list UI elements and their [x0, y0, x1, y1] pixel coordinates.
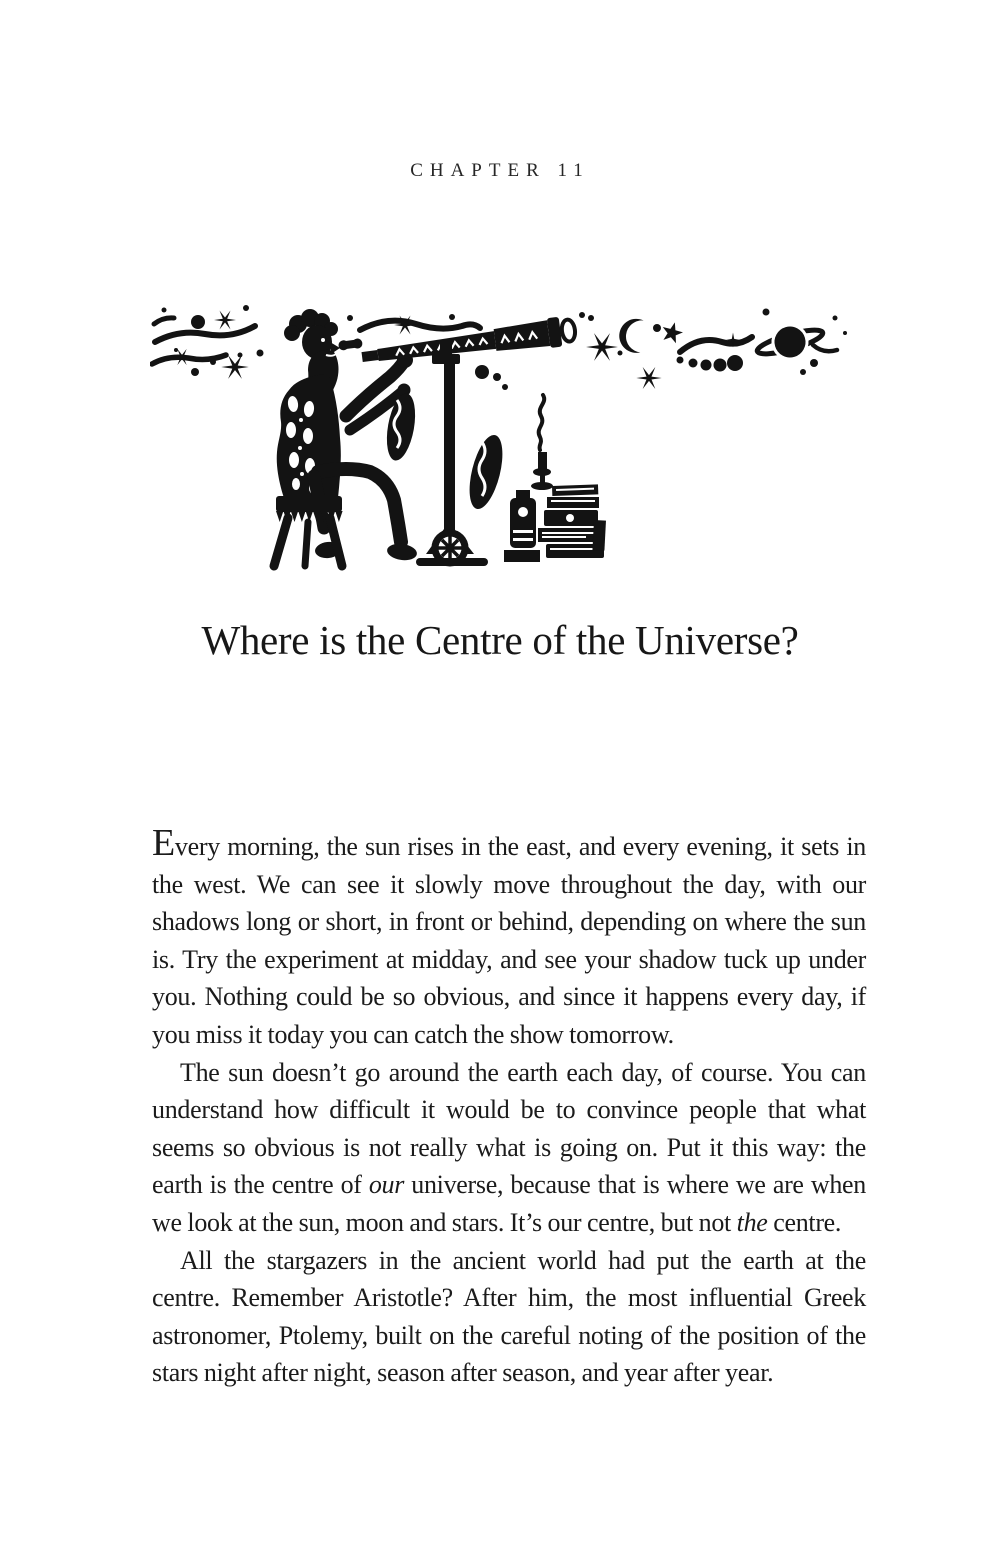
text-segment: very morning, the sun rises in the east, and every evening, it sets in the west. We can see it slowly move throughout the day, with our shadows long or short, in front or behind, depending on where the sun is. Try the experiment at midday, and see your shadow tuck up under you. Nothing could be so obvious, and since it happens every day, if you miss it today you can catch the show tomorrow. [152, 832, 866, 1049]
paragraph-3 [152, 1242, 866, 1392]
chapter-label: CHAPTER 11 [410, 160, 590, 181]
telescope-counterweight [338, 338, 363, 351]
cloud-squiggle [154, 318, 174, 324]
star-icon [221, 355, 249, 379]
star-icon [660, 320, 685, 345]
text-segment: The sun doesn’t go around the earth each day, of course. You can understand how difficult it would be to convince people that what seems so obvious is not really what is going on. Put it this way: the earth is the centre of [152, 1057, 866, 1200]
initial-capital: E [152, 822, 175, 864]
shoe [386, 542, 418, 562]
cloud-squiggle [813, 345, 837, 351]
dot-trail [677, 355, 744, 372]
crescent-moon-icon [618, 317, 644, 353]
eye [321, 338, 325, 342]
star-icon [636, 367, 661, 389]
chapter-body [152, 822, 867, 1392]
telescope-eyepiece [361, 350, 378, 362]
text-segment: centre. [767, 1207, 842, 1237]
text-segment: All the stargazers in the ancient world had put the earth at the centre. Remember Aristotle? After him, the most influential Greek astronomer, Ptolemy, built on the careful noting of the position of the stars night after night, season after season, and year after year. [152, 1245, 866, 1388]
right-sky [579, 309, 847, 389]
candle-smoke [539, 395, 545, 450]
astronomer-telescope-illustration [150, 300, 850, 590]
paragraph-1 [152, 822, 866, 1054]
cloud-squiggle [360, 321, 480, 330]
woodcut-scene [152, 305, 847, 566]
book-stack [504, 484, 606, 562]
italic-text-segment: the [736, 1207, 768, 1237]
astronomer-telescope-illustration-svg [150, 300, 850, 590]
candle [531, 395, 553, 490]
paragraph-2 [152, 1054, 866, 1242]
cloud-squiggle [680, 337, 752, 352]
cloud-squiggle [155, 326, 255, 342]
text-segment: universe, because that is where we are when we look at the sun, moon and stars. It’s our centre, but not [152, 1170, 867, 1237]
star-icon [214, 310, 236, 329]
telescope [338, 311, 577, 375]
chapter-title: Where is the Centre of the Universe? [201, 617, 799, 663]
star-icon [586, 333, 618, 361]
italic-text-segment: our [368, 1170, 405, 1200]
telescope-lens [561, 319, 577, 342]
